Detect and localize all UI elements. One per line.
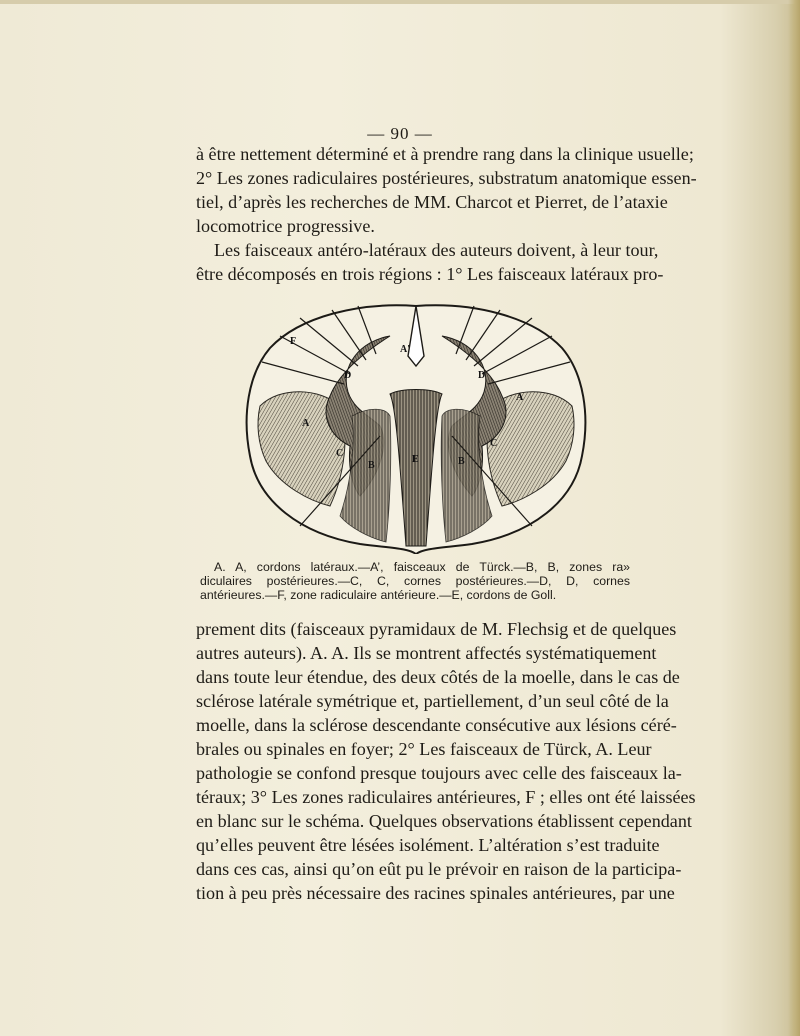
- label-F: F: [290, 336, 297, 347]
- caption-line: antérieures.—F, zone radiculaire antérieure.—E, cordons de Goll.: [200, 588, 557, 602]
- text-line: sclérose latérale symétrique et, partiellement, d’un seul côté de la: [196, 691, 669, 711]
- page-top-edge: [0, 0, 800, 4]
- text-line: téraux; 3° Les zones radiculaires antérieures, F ; elles ont été laissées: [196, 787, 696, 807]
- text-line: moelle, dans la sclérose descendante consécutive aux lésions céré-: [196, 715, 677, 735]
- label-E: E: [412, 454, 419, 465]
- figure-caption: [200, 560, 630, 602]
- label-B-right: B: [458, 456, 465, 467]
- text-line: 2° Les zones radiculaires postérieures, substratum anatomique essen-: [196, 168, 697, 188]
- label-D-left: D: [344, 370, 352, 381]
- label-D-right: D: [478, 370, 486, 381]
- label-A-right: A: [516, 392, 524, 403]
- text-line: à être nettement déterminé et à prendre rang dans la clinique usuelle;: [196, 144, 694, 164]
- text-line: prement dits (faisceaux pyramidaux de M. Flechsig et de quelques: [196, 619, 677, 639]
- text-line: en blanc sur le schéma. Quelques observations établissent cependant: [196, 811, 692, 831]
- text-line: qu’elles peuvent être lésées isolément. L’altération s’est traduite: [196, 835, 660, 855]
- label-C-left: C: [336, 448, 344, 459]
- text-line: autres auteurs). A. A. Ils se montrent affectés systématiquement: [196, 643, 657, 663]
- label-A-left: A: [302, 418, 310, 429]
- spinal-cord-cross-section-figure: [240, 296, 592, 554]
- paragraph-top: [196, 142, 697, 286]
- text-line: tion à peu près nécessaire des racines spinales antérieures, par une: [196, 883, 675, 903]
- page-right-edge: [788, 0, 800, 1036]
- text-line: pathologie se confond presque toujours avec celle des faisceaux la-: [196, 763, 682, 783]
- label-B-left: B: [368, 460, 375, 471]
- caption-line: A. A, cordons latéraux.—A’, faisceaux de Türck.—B, B, zones ra»: [214, 560, 630, 574]
- label-C-right: C: [490, 438, 498, 449]
- text-line: tiel, d’après les recherches de MM. Charcot et Pierret, de l’ataxie: [196, 192, 668, 212]
- paragraph-bottom: [196, 617, 696, 905]
- text-line: Les faisceaux antéro-latéraux des auteurs doivent, à leur tour,: [214, 240, 659, 260]
- label-A-prime: A': [400, 344, 410, 355]
- text-line: dans ces cas, ainsi qu’on eût pu le prévoir en raison de la participa-: [196, 859, 682, 879]
- text-line: être décomposés en trois régions : 1° Les faisceaux latéraux pro-: [196, 264, 664, 284]
- text-line: locomotrice progressive.: [196, 216, 375, 236]
- text-line: dans toute leur étendue, des deux côtés de la moelle, dans le cas de: [196, 667, 680, 687]
- page-number: — 90 —: [367, 124, 433, 143]
- caption-line: diculaires postérieures.—C, C, cornes postérieures.—D, D, cornes: [200, 574, 630, 588]
- text-line: brales ou spinales en foyer; 2° Les faisceaux de Türck, A. Leur: [196, 739, 652, 759]
